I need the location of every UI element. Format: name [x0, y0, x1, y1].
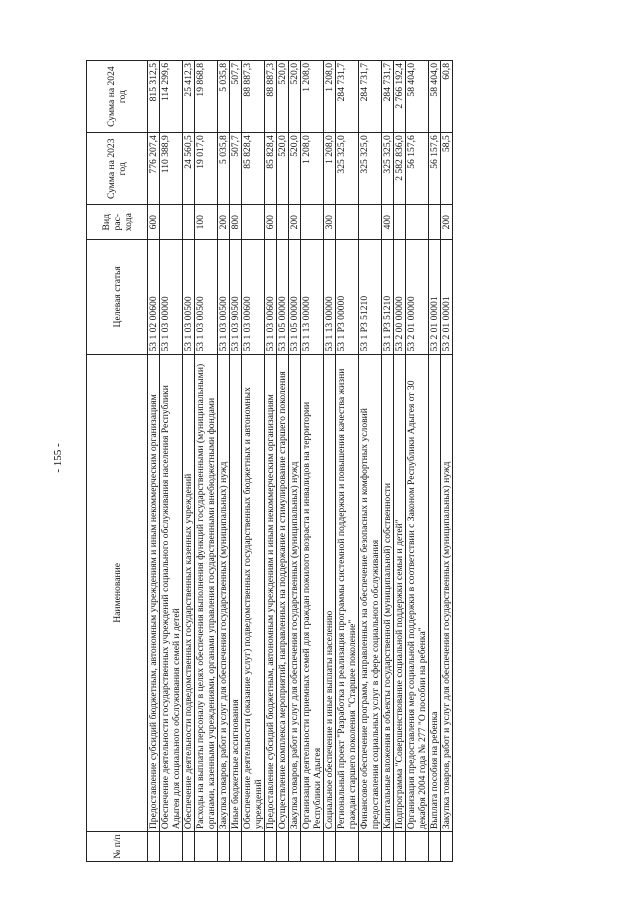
row-number: [148, 832, 160, 862]
row-sum-2023: 325 325,0: [382, 133, 394, 205]
row-target-article: 53 2 01 00001: [429, 240, 441, 354]
row-sum-2023: 110 388,9: [160, 133, 183, 205]
rotated-table-container: [86, 60, 453, 862]
row-target-article: 53 1 03 00500: [195, 240, 218, 354]
row-sum-2023: 5 035,8: [218, 133, 230, 205]
row-target-article: 53 1 03 00000: [160, 240, 183, 354]
row-sum-2024: 2 766 192,4: [394, 61, 406, 133]
table-row: [336, 61, 359, 862]
row-expense-type: [406, 205, 429, 240]
row-sum-2024: 19 868,8: [195, 61, 218, 133]
table-row: [160, 61, 183, 862]
row-expense-type: 800: [230, 205, 242, 240]
row-number: [359, 832, 382, 862]
table-row: [277, 61, 289, 862]
row-name: Закупка товаров, работ и услуг для обеспечения государственных (муниципальных) нужд: [218, 354, 230, 832]
row-name: Выплата пособия на ребенка: [429, 354, 441, 832]
row-sum-2024: 88 887,3: [242, 61, 265, 133]
row-name: Капитальные вложения в объекты государственной (муниципальной) собственности: [382, 354, 394, 832]
table-row: [441, 61, 453, 862]
row-name: Закупка товаров, работ и услуг для обеспечения государственных (муниципальных) нужд: [289, 354, 301, 832]
row-sum-2023: 507,7: [230, 133, 242, 205]
row-name: Обеспечение деятельности (оказание услуг) подведомственных государственных бюджетных и автономных учреждений: [242, 354, 265, 832]
table-row: [265, 61, 277, 862]
row-target-article: 53 1 05 00000: [277, 240, 289, 354]
row-sum-2023: 325 325,0: [359, 133, 382, 205]
row-sum-2024: 58 404,0: [429, 61, 441, 133]
row-number: [230, 832, 242, 862]
table-row: [289, 61, 301, 862]
row-name: Финансовое обеспечение программ, направленных на обеспечение безопасных и комфортных условий предоставления социальных услуг в сфере социального обслуживания: [359, 354, 382, 832]
row-target-article: 53 1 P3 51210: [382, 240, 394, 354]
table-row: [359, 61, 382, 862]
row-target-article: 53 1 03 00500: [218, 240, 230, 354]
row-number: [242, 832, 265, 862]
row-expense-type: 100: [195, 205, 218, 240]
header-num: № п/п: [87, 832, 148, 862]
row-name: Иные бюджетные ассигнования: [230, 354, 242, 832]
row-sum-2024: 507,7: [230, 61, 242, 133]
row-sum-2023: 520,0: [277, 133, 289, 205]
row-sum-2024: 284 731,7: [359, 61, 382, 133]
row-name: Закупка товаров, работ и услуг для обеспечения государственных (муниципальных) нужд: [441, 354, 453, 832]
row-target-article: 53 1 03 00500: [183, 240, 195, 354]
row-expense-type: [277, 205, 289, 240]
row-name: Осуществление комплекса мероприятий, направленных на поддержание и стимулирование старшего поколения: [277, 354, 289, 832]
row-expense-type: 200: [441, 205, 453, 240]
row-expense-type: [183, 205, 195, 240]
row-target-article: 53 1 05 00000: [289, 240, 301, 354]
row-sum-2023: 85 828,4: [242, 133, 265, 205]
row-number: [195, 832, 218, 862]
row-sum-2023: 520,0: [289, 133, 301, 205]
row-number: [406, 832, 429, 862]
row-number: [336, 832, 359, 862]
row-name: Региональный проект "Разработка и реализация программы системной поддержки и повышения качества жизни граждан старшего поколения "Старшее поколение": [336, 354, 359, 832]
row-name: Обеспечение деятельности государственных учреждений социального обслуживания населения Республики Адыгея для социального обслуживания семей и детей: [160, 354, 183, 832]
row-number: [382, 832, 394, 862]
row-number: [218, 832, 230, 862]
header-expense-type: Вид рас- хода: [87, 205, 148, 240]
row-sum-2023: 24 560,5: [183, 133, 195, 205]
row-sum-2023: 58,5: [441, 133, 453, 205]
row-expense-type: [242, 205, 265, 240]
table-row: [301, 61, 324, 862]
row-target-article: 53 1 03 90500: [230, 240, 242, 354]
row-number: [183, 832, 195, 862]
table-row: [394, 61, 406, 862]
row-name: Подпрограмма "Совершенствование социальной поддержки семьи и детей": [394, 354, 406, 832]
row-target-article: 53 2 01 00000: [406, 240, 429, 354]
budget-table: [86, 60, 453, 862]
row-number: [160, 832, 183, 862]
row-sum-2024: 88 887,3: [265, 61, 277, 133]
table-header-row: [87, 61, 148, 862]
table-row: [183, 61, 195, 862]
row-number: [324, 832, 336, 862]
header-sum-2024: Сумма на 2024 год: [87, 61, 148, 133]
row-target-article: 53 1 P3 00000: [336, 240, 359, 354]
table-row: [195, 61, 218, 862]
row-expense-type: [394, 205, 406, 240]
row-sum-2024: 1 208,0: [301, 61, 324, 133]
row-sum-2023: 325 325,0: [336, 133, 359, 205]
row-name: Расходы на выплаты персоналу в целях обеспечения выполнения функций государственными (муниципальными) органами, казенными учреждениями, органами управления государственными внебюджетными фондами: [195, 354, 218, 832]
row-expense-type: 200: [289, 205, 301, 240]
row-sum-2024: 815 312,5: [148, 61, 160, 133]
row-sum-2024: 114 299,6: [160, 61, 183, 133]
row-name: Социальное обеспечение и иные выплаты населению: [324, 354, 336, 832]
row-sum-2023: 85 828,4: [265, 133, 277, 205]
row-sum-2023: 1 208,0: [301, 133, 324, 205]
row-expense-type: 600: [148, 205, 160, 240]
table-row: [382, 61, 394, 862]
table-row: [148, 61, 160, 862]
row-expense-type: 600: [265, 205, 277, 240]
row-target-article: 53 1 13 00000: [301, 240, 324, 354]
row-sum-2024: 520,0: [289, 61, 301, 133]
row-sum-2024: 5 035,8: [218, 61, 230, 133]
row-target-article: 53 2 01 00001: [441, 240, 453, 354]
row-expense-type: 200: [218, 205, 230, 240]
row-expense-type: [429, 205, 441, 240]
row-expense-type: [336, 205, 359, 240]
row-name: Предоставление субсидий бюджетным, автономным учреждениям и иным некоммерческим организациям: [148, 354, 160, 832]
header-sum-2023: Сумма на 2023 год: [87, 133, 148, 205]
table-row: [406, 61, 429, 862]
row-number: [301, 832, 324, 862]
row-number: [277, 832, 289, 862]
row-target-article: 53 1 P3 51210: [359, 240, 382, 354]
row-expense-type: 400: [382, 205, 394, 240]
row-sum-2023: 19 017,0: [195, 133, 218, 205]
row-sum-2023: 1 208,0: [324, 133, 336, 205]
row-expense-type: [359, 205, 382, 240]
table-row: [230, 61, 242, 862]
row-number: [394, 832, 406, 862]
row-number: [289, 832, 301, 862]
row-expense-type: [301, 205, 324, 240]
row-name: Организация деятельности приемных семей для граждан пожилого возраста и инвалидов на территории Республики Адыгея: [301, 354, 324, 832]
row-name: Обеспечение деятельности подведомственных государственных казенных учреждений: [183, 354, 195, 832]
row-name: Организация предоставления мер социальной поддержки в соответствии с Законом Республики Адыгея от 30 декабря 2004 года № 277 "О пособии на ребенка": [406, 354, 429, 832]
row-target-article: 53 1 03 00600: [265, 240, 277, 354]
table-row: [218, 61, 230, 862]
row-name: Предоставление субсидий бюджетным, автономным учреждениям и иным некоммерческим организациям: [265, 354, 277, 832]
row-sum-2023: 56 157,6: [406, 133, 429, 205]
row-target-article: 53 1 03 00600: [242, 240, 265, 354]
row-sum-2024: 1 208,0: [324, 61, 336, 133]
row-expense-type: 300: [324, 205, 336, 240]
row-sum-2023: 2 582 836,0: [394, 133, 406, 205]
row-target-article: 53 1 13 00000: [324, 240, 336, 354]
header-target-article: Целевая статья: [87, 240, 148, 354]
row-sum-2024: 25 412,3: [183, 61, 195, 133]
table-row: [242, 61, 265, 862]
row-expense-type: [160, 205, 183, 240]
row-sum-2024: 284 731,7: [382, 61, 394, 133]
row-target-article: 53 2 00 00000: [394, 240, 406, 354]
table-row: [429, 61, 441, 862]
row-number: [429, 832, 441, 862]
row-sum-2024: 284 731,7: [336, 61, 359, 133]
row-number: [441, 832, 453, 862]
row-sum-2023: 776 207,4: [148, 133, 160, 205]
row-target-article: 53 1 02 00600: [148, 240, 160, 354]
row-sum-2024: 58 404,0: [406, 61, 429, 133]
row-sum-2024: 60,8: [441, 61, 453, 133]
table-row: [324, 61, 336, 862]
row-sum-2023: 56 157,6: [429, 133, 441, 205]
header-name: Наименование: [87, 354, 148, 832]
row-sum-2024: 520,0: [277, 61, 289, 133]
page-number: - 155 -: [52, 443, 64, 473]
row-number: [265, 832, 277, 862]
